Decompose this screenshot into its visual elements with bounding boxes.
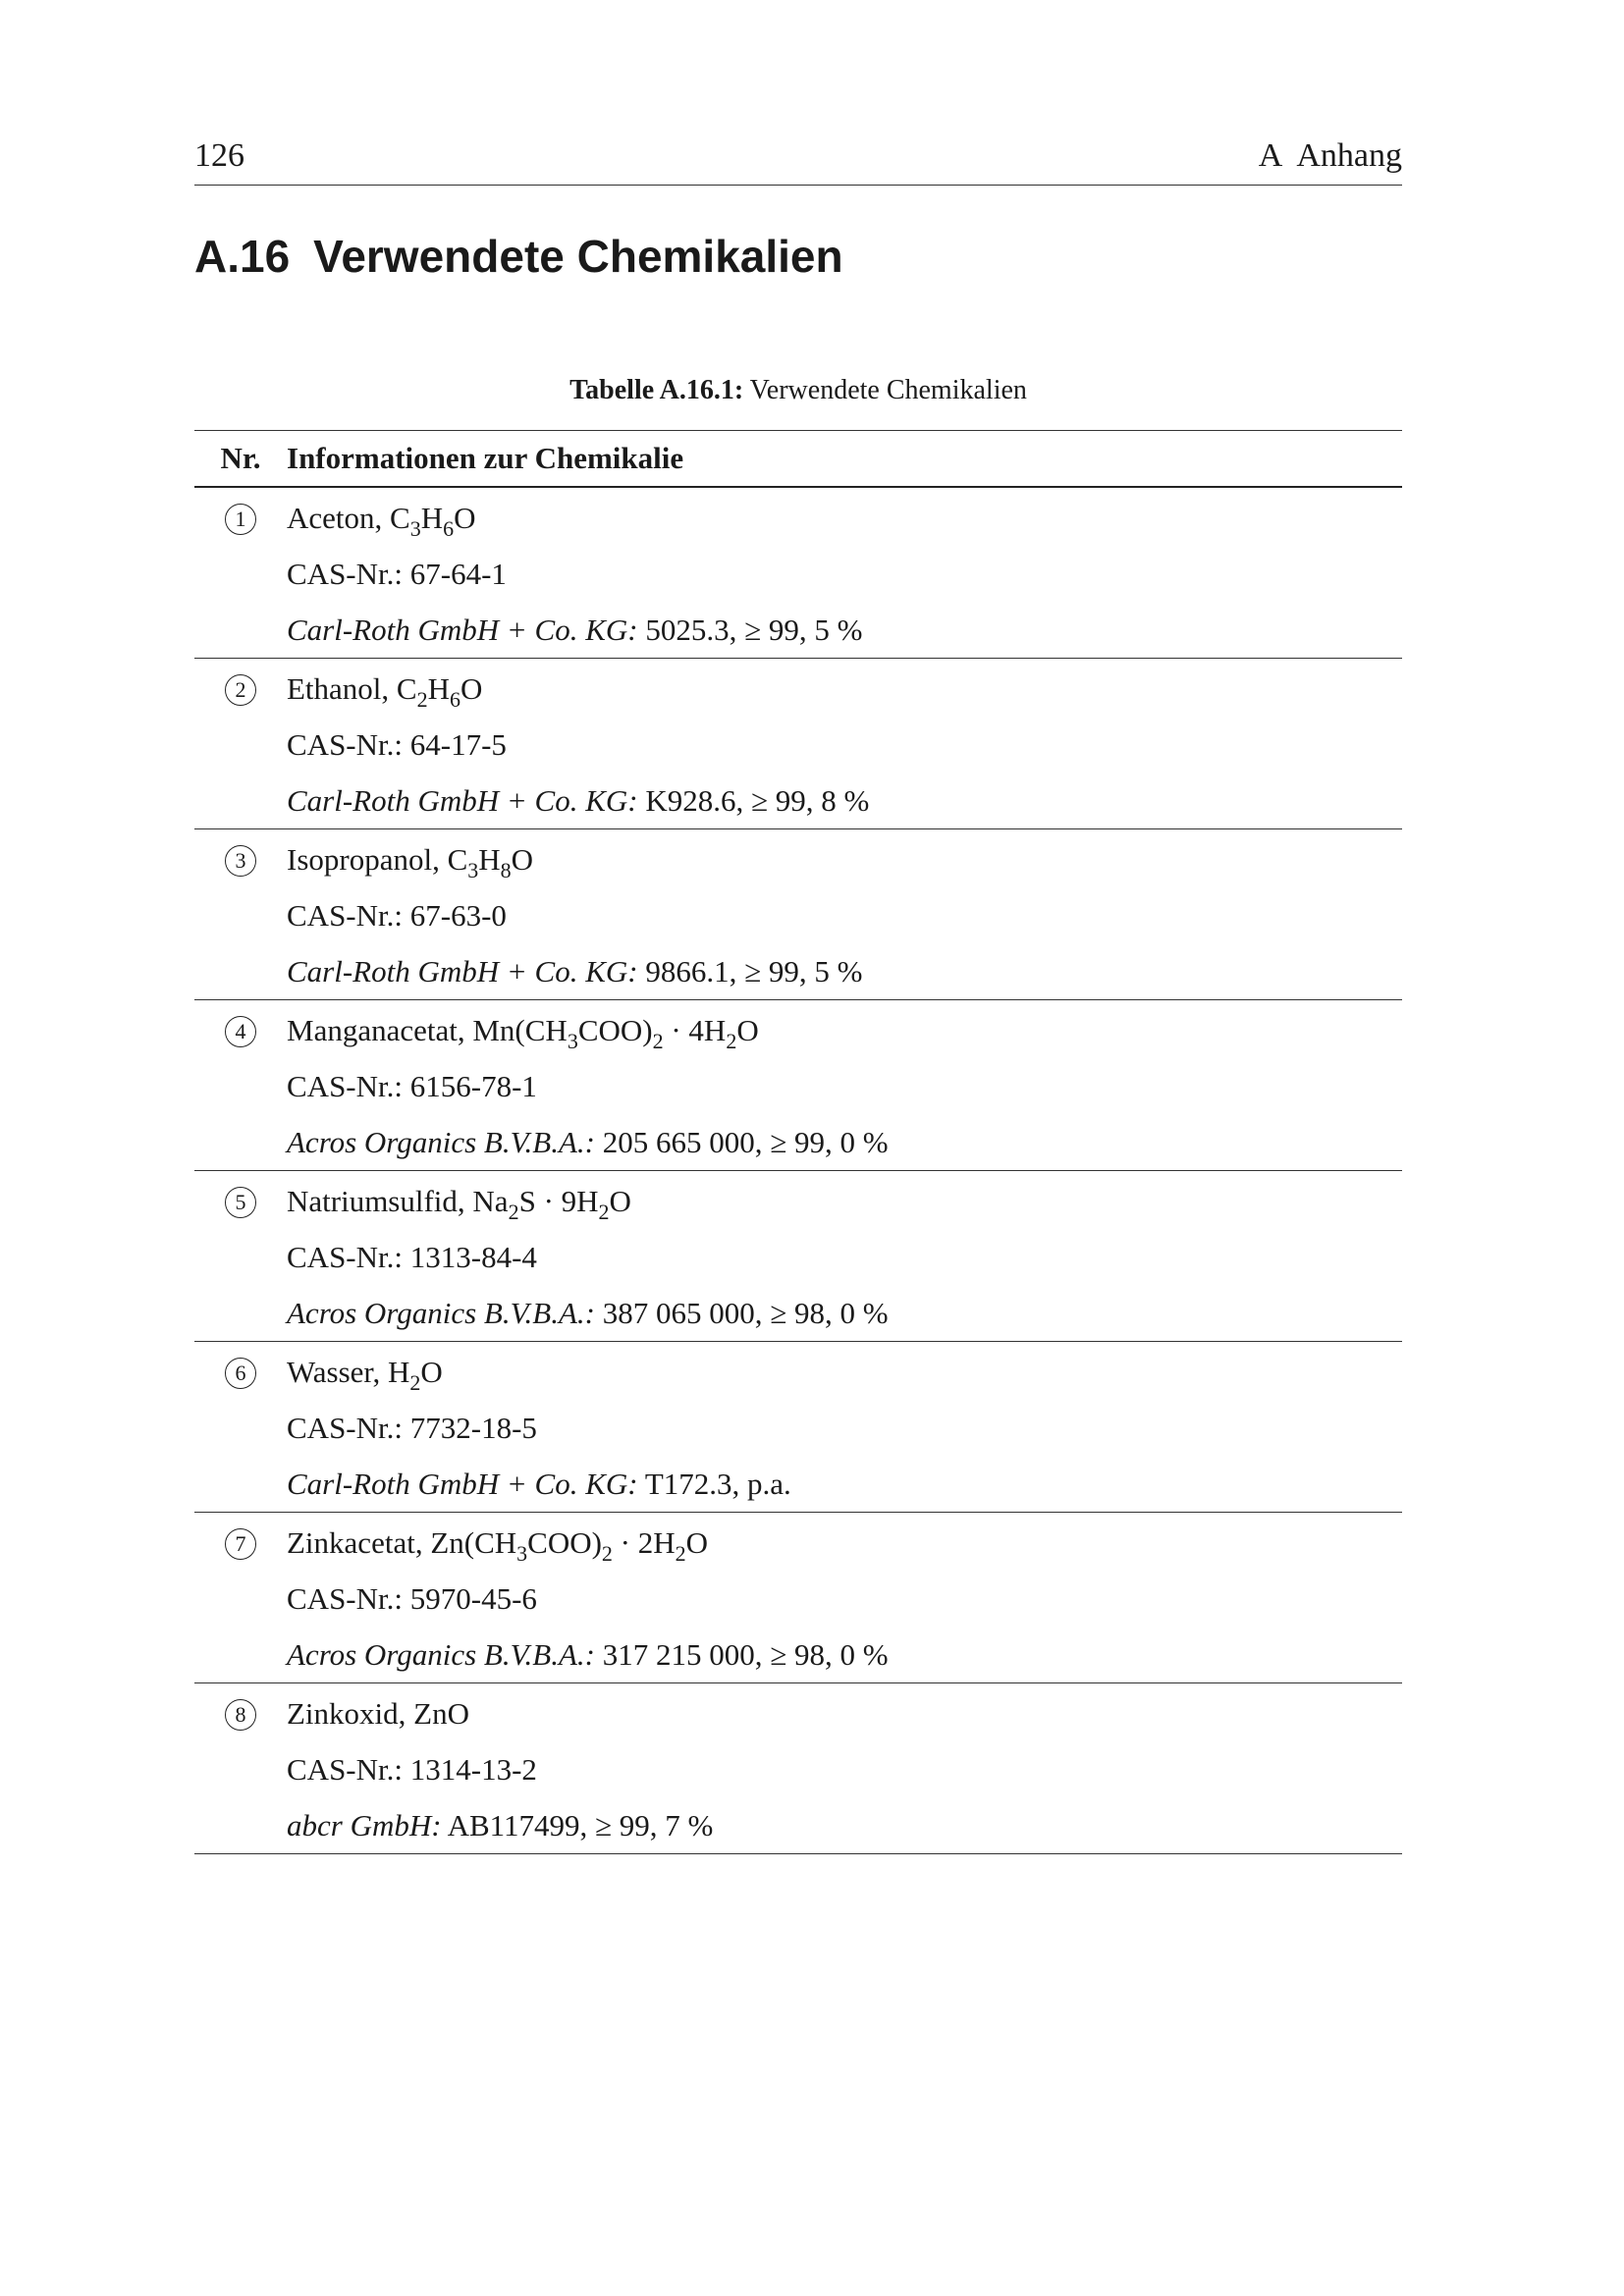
cas-label: CAS-Nr.: [287,1411,403,1445]
table-row [194,659,1402,829]
chapter-number: A [1258,137,1283,174]
chemical-name-line: Zinkoxid, ZnO [287,1696,469,1731]
row-number-cell [194,487,287,659]
circled-number: 5 [225,1187,256,1218]
chemical-formula [447,842,534,882]
formula-subscript: 6 [450,687,460,712]
formula-text: O [685,1525,709,1560]
row-number-cell [194,1342,287,1513]
product-info: 387 065 000, ≥ 98, 0 % [602,1296,889,1330]
chemical-name: Ethanol [287,671,382,706]
chemical-name: Isopropanol [287,842,433,877]
cas-line [287,546,1402,602]
chemical-formula [388,1355,443,1395]
formula-subscript: 3 [467,858,479,882]
circled-number: 1 [225,504,256,535]
supplier-line [287,1797,1402,1853]
chemical-name-line: Natriumsulfid, $Na_2S \cdot 9H_2O$ [287,1184,631,1224]
cas-line [287,1058,1402,1114]
chemical-info-cell [287,487,1402,659]
supplier-name: abcr GmbH: [287,1808,442,1842]
formula-text: C [447,842,468,877]
chemical-name: Wasser [287,1355,373,1389]
circled-number: 2 [225,674,256,706]
formula-text: COO) [577,1013,653,1047]
table-header-row [194,431,1402,488]
table-caption [194,375,1402,406]
section-number: A.16 [194,231,291,282]
column-header-info: Informationen zur Chemikalie [287,431,1402,488]
formula-subscript: 8 [500,858,512,882]
formula-text: Na [472,1184,509,1218]
table-caption-text: Verwendete Chemikalien [749,375,1027,405]
cas-line [287,717,1402,773]
supplier-line [287,1114,1402,1170]
chemical-info-cell [287,659,1402,829]
product-info: K928.6, ≥ 99, 8 % [645,783,870,818]
formula-text: O [511,842,534,877]
chemical-name: Zinkacetat [287,1525,415,1560]
chemical-name: Zinkoxid [287,1696,399,1731]
circled-number: 6 [225,1358,256,1389]
formula-subscript: 3 [409,516,421,541]
table-row [194,1513,1402,1683]
cas-number: 1313-84-4 [409,1240,537,1274]
formula-text: O [736,1013,759,1047]
cas-number: 67-63-0 [409,898,507,933]
chemical-name-line: Wasser, $H_2O$ [287,1355,443,1395]
product-info: 9866.1, ≥ 99, 5 % [645,954,863,988]
chemical-name: Aceton [287,501,375,535]
supplier-line [287,1285,1402,1341]
formula-text: S · 9H [518,1184,599,1218]
circled-number: 3 [225,845,256,877]
formula-text: H [427,671,450,706]
table-row [194,1342,1402,1513]
cas-line [287,887,1402,943]
cas-label: CAS-Nr.: [287,1581,403,1616]
formula-text: O [609,1184,631,1218]
table-row [194,487,1402,659]
table-row [194,1000,1402,1171]
supplier-line [287,1456,1402,1512]
cas-line [287,1571,1402,1627]
supplier-name: Acros Organics B.V.B.A.: [287,1637,595,1672]
formula-text: O [460,671,483,706]
formula-text: · 4H [663,1013,727,1047]
supplier-line [287,773,1402,828]
circled-number: 4 [225,1016,256,1047]
formula-subscript: 2 [652,1029,664,1053]
chemical-name-line: Manganacetat, $Mn(CH_3COO)_2 \cdot 4H_2O$ [287,1013,759,1053]
product-info: T172.3, p.a. [644,1467,791,1501]
chemical-name-line: Ethanol, $C_2H_6O$ [287,671,483,712]
formula-text: H [388,1355,410,1389]
formula-text: C [390,501,410,535]
formula-subscript: 2 [598,1200,610,1224]
supplier-line [287,1627,1402,1682]
row-number-cell [194,659,287,829]
supplier-name: Carl-Roth GmbH + Co. KG: [287,783,638,818]
table-row [194,829,1402,1000]
chemical-name-line: Isopropanol, $C_3H_8O$ [287,842,534,882]
cas-line [287,1229,1402,1285]
cas-label: CAS-Nr.: [287,1752,403,1787]
chemical-info-cell [287,1000,1402,1171]
formula-text: COO) [527,1525,602,1560]
formula-text: ZnO [413,1696,469,1731]
row-number-cell [194,1000,287,1171]
section-title-text: Verwendete Chemikalien [313,231,843,282]
chemical-formula [472,1013,759,1053]
formula-subscript: 6 [443,516,455,541]
formula-text: Mn(CH [472,1013,568,1047]
chapter-title: Anhang [1296,137,1402,174]
chemical-formula [472,1184,631,1224]
formula-subscript: 2 [409,1370,421,1395]
chemical-formula [396,671,483,712]
chemical-formula [413,1696,469,1731]
row-number-cell [194,1171,287,1342]
cas-number: 64-17-5 [409,727,507,762]
formula-subscript: 2 [675,1541,686,1566]
formula-subscript: 2 [601,1541,613,1566]
product-info: 205 665 000, ≥ 99, 0 % [602,1125,889,1159]
cas-label: CAS-Nr.: [287,1240,403,1274]
product-info: 5025.3, ≥ 99, 5 % [645,613,863,647]
product-info: AB117499, ≥ 99, 7 % [447,1808,714,1842]
chemical-name-line: Aceton, $C_3H_6O$ [287,501,476,541]
chemical-name: Manganacetat [287,1013,458,1047]
chemical-info-cell [287,1513,1402,1683]
cas-label: CAS-Nr.: [287,727,403,762]
page-number: 126 [194,137,244,174]
chemical-info-cell [287,829,1402,1000]
chemical-formula [430,1525,709,1566]
supplier-name: Carl-Roth GmbH + Co. KG: [287,954,638,988]
formula-text: H [420,501,444,535]
chemical-info-cell [287,1342,1402,1513]
chemical-name: Natriumsulfid [287,1184,458,1218]
supplier-name: Acros Organics B.V.B.A.: [287,1125,595,1159]
row-number-cell [194,1513,287,1683]
cas-number: 1314-13-2 [409,1752,537,1787]
table-row [194,1171,1402,1342]
formula-text: · 2H [612,1525,676,1560]
chemical-info-cell [287,1171,1402,1342]
chemical-info-cell [287,1683,1402,1854]
cas-number: 5970-45-6 [409,1581,537,1616]
formula-text: C [396,671,417,706]
cas-label: CAS-Nr.: [287,557,403,591]
table-row [194,1683,1402,1854]
row-number-cell [194,829,287,1000]
product-info: 317 215 000, ≥ 98, 0 % [602,1637,889,1672]
formula-text: Zn(CH [430,1525,517,1560]
row-number-cell [194,1683,287,1854]
formula-text: O [420,1355,443,1389]
chapter-header [1259,137,1402,175]
cas-line [287,1741,1402,1797]
formula-subscript: 2 [416,687,428,712]
supplier-name: Carl-Roth GmbH + Co. KG: [287,613,638,647]
table-caption-label: Tabelle A.16.1: [569,375,744,405]
supplier-line [287,602,1402,658]
circled-number: 8 [225,1699,256,1731]
chemical-name-line: Zinkacetat, $Zn(CH_3COO)_2 \cdot 2H_2O$ [287,1525,709,1566]
cas-number: 67-64-1 [409,557,507,591]
table-body [194,487,1402,1854]
running-head [194,133,1402,186]
supplier-line [287,943,1402,999]
formula-subscript: 3 [516,1541,528,1566]
chemicals-table [194,430,1402,1854]
formula-text: H [478,842,501,877]
chemical-formula [390,501,476,541]
supplier-name: Carl-Roth GmbH + Co. KG: [287,1467,638,1501]
section-title [194,230,843,283]
cas-number: 7732-18-5 [409,1411,537,1445]
cas-label: CAS-Nr.: [287,1069,403,1103]
circled-number: 7 [225,1528,256,1560]
formula-subscript: 2 [508,1200,519,1224]
formula-subscript: 2 [726,1029,737,1053]
cas-number: 6156-78-1 [409,1069,537,1103]
cas-label: CAS-Nr.: [287,898,403,933]
formula-text: O [454,501,476,535]
cas-line [287,1400,1402,1456]
supplier-name: Acros Organics B.V.B.A.: [287,1296,595,1330]
formula-subscript: 3 [567,1029,578,1053]
column-header-nr: Nr. [194,431,287,488]
